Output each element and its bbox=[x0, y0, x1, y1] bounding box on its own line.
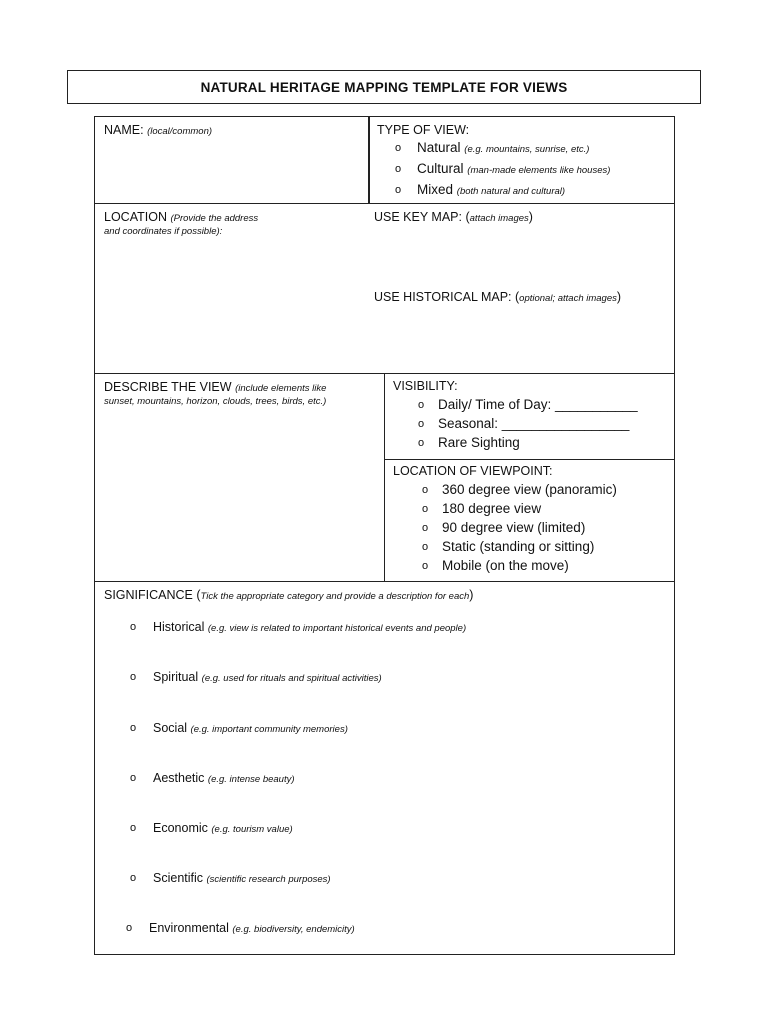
type-of-view-section bbox=[368, 116, 675, 204]
key-map-field[interactable]: USE KEY MAP: (attach images) bbox=[374, 210, 533, 224]
bullet-icon: o bbox=[395, 184, 402, 196]
visibility-option-daily[interactable]: o Daily/ Time of Day: ___________ bbox=[438, 395, 638, 414]
bullet-icon: o bbox=[130, 772, 137, 784]
significance-item-scientific[interactable]: o Scientific (scientific research purposes) bbox=[130, 871, 331, 885]
viewpoint-option-360[interactable]: o 360 degree view (panoramic) bbox=[442, 480, 617, 499]
bullet-icon: o bbox=[130, 722, 137, 734]
location-note: (Provide the address bbox=[170, 213, 259, 224]
describe-label: DESCRIBE THE VIEW bbox=[104, 380, 232, 394]
historical-map-field[interactable]: USE HISTORICAL MAP: (optional; attach images) bbox=[374, 290, 622, 304]
significance-item-economic[interactable]: o Economic (e.g. tourism value) bbox=[130, 821, 293, 835]
name-field[interactable] bbox=[94, 116, 370, 204]
describe-view-field[interactable] bbox=[94, 373, 385, 582]
describe-note: (include elements like bbox=[235, 383, 327, 394]
visibility-option-seasonal[interactable]: o Seasonal: _________________ bbox=[438, 414, 638, 433]
bullet-icon: o bbox=[126, 922, 133, 934]
significance-item-historical[interactable]: o Historical (e.g. view is related to important historical events and people) bbox=[130, 620, 467, 634]
location-label: LOCATION bbox=[104, 210, 167, 224]
bullet-icon: o bbox=[418, 437, 425, 449]
viewpoint-option-90[interactable]: o 90 degree view (limited) bbox=[442, 518, 617, 537]
viewpoint-option-static[interactable]: o Static (standing or sitting) bbox=[442, 537, 617, 556]
bullet-icon: o bbox=[130, 822, 137, 834]
significance-section bbox=[94, 581, 675, 955]
bullet-icon: o bbox=[418, 418, 425, 430]
bullet-icon: o bbox=[418, 399, 425, 411]
bullet-icon: o bbox=[130, 671, 137, 683]
bullet-icon: o bbox=[422, 522, 429, 534]
viewpoint-label: LOCATION OF VIEWPOINT: bbox=[393, 464, 553, 478]
bullet-icon: o bbox=[422, 541, 429, 553]
type-option-cultural[interactable]: o Cultural (man-made elements like houses) bbox=[417, 159, 610, 180]
significance-item-environmental[interactable]: o Environmental (e.g. biodiversity, endemicity) bbox=[126, 921, 355, 935]
bullet-icon: o bbox=[130, 621, 137, 633]
name-label: NAME: bbox=[104, 123, 144, 137]
bullet-icon: o bbox=[422, 560, 429, 572]
type-option-natural[interactable]: o Natural (e.g. mountains, sunrise, etc.) bbox=[417, 138, 610, 159]
bullet-icon: o bbox=[422, 503, 429, 515]
form-title: NATURAL HERITAGE MAPPING TEMPLATE FOR VIEWS bbox=[67, 70, 701, 104]
location-section[interactable] bbox=[94, 203, 675, 374]
significance-item-aesthetic[interactable]: o Aesthetic (e.g. intense beauty) bbox=[130, 771, 295, 785]
visibility-option-rare[interactable]: o Rare Sighting bbox=[438, 433, 638, 452]
significance-item-spiritual[interactable]: o Spiritual (e.g. used for rituals and spiritual activities) bbox=[130, 670, 382, 684]
bullet-icon: o bbox=[130, 872, 137, 884]
bullet-icon: o bbox=[422, 484, 429, 496]
type-of-view-label: TYPE OF VIEW: bbox=[377, 123, 470, 137]
bullet-icon: o bbox=[395, 163, 402, 175]
visibility-label: VISIBILITY: bbox=[393, 379, 458, 393]
type-option-mixed[interactable]: o Mixed (both natural and cultural) bbox=[417, 180, 610, 201]
bullet-icon: o bbox=[395, 142, 402, 154]
viewpoint-option-180[interactable]: o 180 degree view bbox=[442, 499, 617, 518]
location-note-line2: and coordinates if possible): bbox=[104, 226, 223, 237]
name-note: (local/common) bbox=[147, 126, 213, 137]
significance-heading: SIGNIFICANCE (Tick the appropriate category and provide a description for each) bbox=[104, 588, 474, 602]
viewpoint-option-mobile[interactable]: o Mobile (on the move) bbox=[442, 556, 617, 575]
describe-note-line2: sunset, mountains, horizon, clouds, trees, birds, etc.) bbox=[104, 396, 327, 407]
significance-item-social[interactable]: o Social (e.g. important community memories) bbox=[130, 721, 348, 735]
visibility-section bbox=[384, 373, 675, 460]
viewpoint-section bbox=[384, 459, 675, 582]
